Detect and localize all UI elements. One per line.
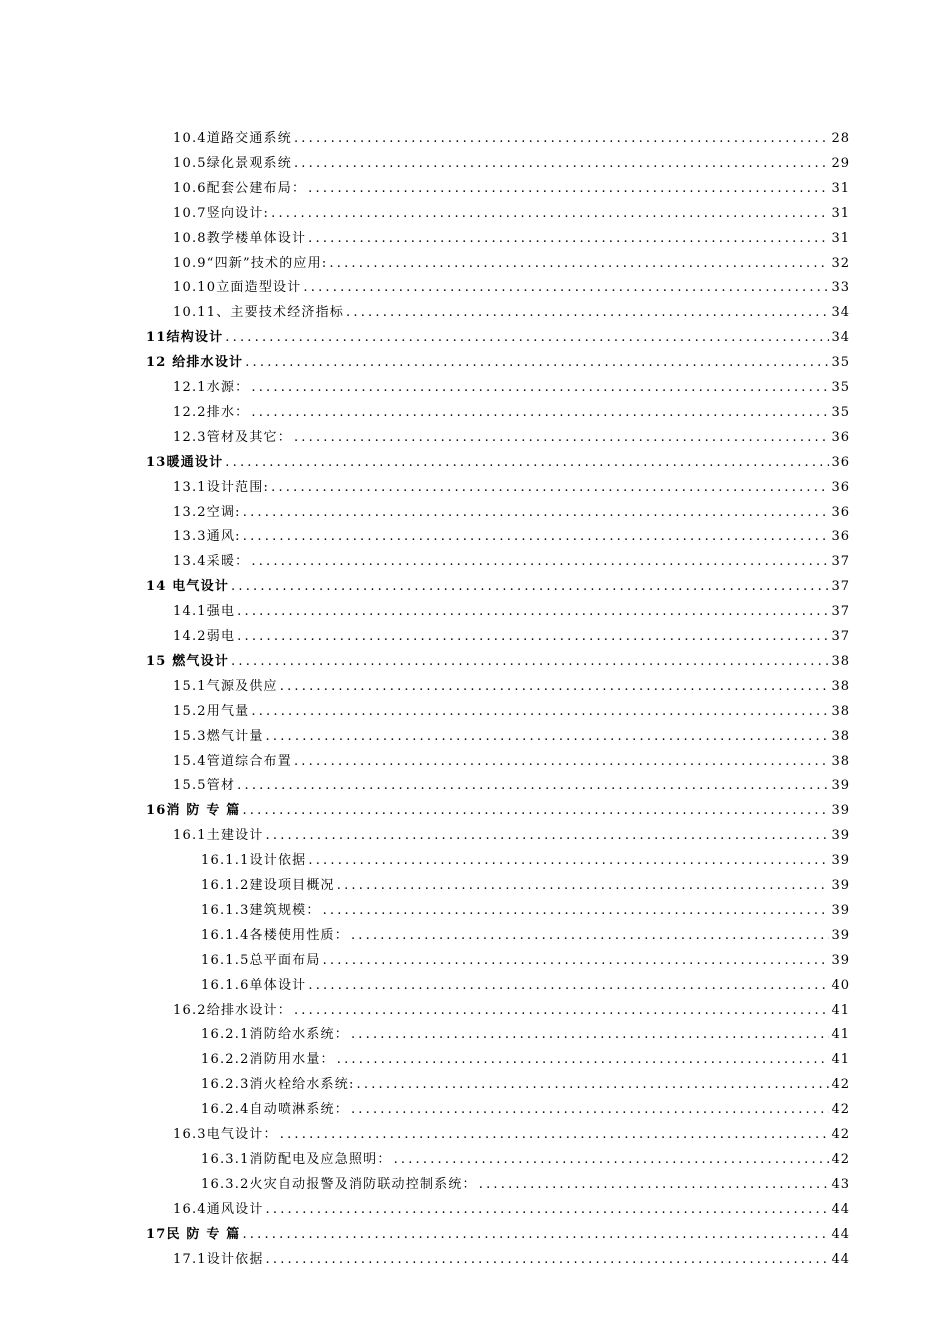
toc-entry[interactable] [173,401,850,425]
toc-leader-dots [231,575,829,599]
toc-page-number: 44 [831,1226,850,1242]
toc-page-number: 38 [831,703,850,719]
toc-page-number: 38 [831,678,850,694]
toc-page-number: 42 [831,1077,850,1093]
toc-page-number: 36 [831,529,850,545]
toc-entry-title: 16.1土建设计 [173,828,264,844]
toc-entry-title: 15.4管道综合布置 [173,753,292,769]
toc-page-number: 31 [831,180,850,196]
toc-entry-title: 15.5管材 [173,778,236,794]
toc-entry-title: 17民 防 专 篇 [146,1226,241,1242]
toc-page-number: 37 [831,579,850,595]
toc-page-number: 37 [831,604,850,620]
toc-leader-dots [242,799,829,823]
toc-leader-dots [303,276,829,300]
toc-entry[interactable] [173,600,850,624]
toc-entry-title: 10.8教学楼单体设计 [173,230,307,246]
toc-leader-dots [243,525,830,549]
toc-entry-title: 16.1.1设计依据 [201,853,307,869]
toc-entry[interactable] [173,426,850,450]
toc-entry-title: 10.11、主要技术经济指标 [173,305,345,321]
toc-entry-title: 12.1水源： [173,380,250,395]
toc-entry[interactable] [146,326,850,350]
toc-entry-title: 13.1设计范围: [173,479,270,495]
toc-entry-title: 13.4采暖： [173,554,250,570]
toc-entry[interactable] [173,177,850,201]
toc-leader-dots [266,725,830,749]
toc-leader-dots [231,650,829,674]
toc-leader-dots [243,501,830,525]
toc-page-number: 36 [831,454,850,470]
toc-page-number: 36 [831,504,850,520]
toc-page-number: 42 [831,1102,850,1118]
toc-leader-dots [346,301,829,325]
toc-entry-title: 13.2空调: [173,504,241,520]
toc-page-number: 39 [831,927,850,943]
toc-entry[interactable] [173,227,850,251]
toc-entry[interactable] [173,725,850,749]
toc-entry-title: 15.3燃气计量 [173,728,264,744]
toc-entry[interactable] [173,750,850,774]
toc-entry[interactable] [173,476,850,500]
toc-leader-dots [237,774,829,798]
toc-leader-dots [329,252,829,276]
toc-entry-title: 10.4道路交通系统 [173,131,292,146]
toc-entry-title: 10.10立面造型设计 [173,280,302,296]
toc-page-number: 38 [831,753,850,769]
toc-leader-dots [308,974,829,998]
toc-entry-title: 16.1.2建设项目概况 [201,878,335,893]
toc-entry-title: 12.3管材及其它： [173,429,292,445]
toc-entry[interactable] [173,501,850,525]
toc-leader-dots [351,924,830,948]
toc-entry-title: 10.6配套公建布局： [173,180,307,196]
toc-page-number: 31 [831,205,850,221]
toc-leader-dots [357,1073,830,1097]
toc-entry-title: 14.2弱电 [173,629,236,644]
toc-entry-title: 10.7竖向设计: [173,205,270,221]
toc-leader-dots [271,202,829,226]
toc-entry-title: 16.1.6单体设计 [201,977,307,993]
toc-entry-title: 11结构设计 [146,330,224,346]
toc-page-number: 37 [831,554,850,570]
toc-entry[interactable] [146,650,850,674]
toc-entry[interactable] [146,799,850,823]
toc-leader-dots [294,127,830,151]
toc-entry[interactable] [173,525,850,549]
toc-entry[interactable] [173,550,850,574]
toc-entry-title: 15.1气源及供应 [173,678,278,694]
toc-entry-title: 16.3.1消防配电及应急照明： [201,1151,392,1167]
toc-page-number: 39 [831,878,850,893]
toc-leader-dots [337,874,830,898]
toc-entry[interactable] [173,301,850,325]
toc-entry-title: 16.3.2火灾自动报警及消防联动控制系统： [201,1176,477,1192]
toc-entry-title: 16.2.2消防用水量： [201,1052,335,1068]
toc-page-number: 39 [831,902,850,918]
toc-leader-dots [280,1123,830,1147]
toc-page-number: 35 [831,355,850,371]
toc-page-number: 37 [831,629,850,644]
toc-entry-title: 14.1强电 [173,604,236,620]
toc-entry-title: 13.3通风: [173,529,241,545]
toc-leader-dots [242,1223,829,1247]
toc-entry[interactable] [201,1173,850,1197]
toc-page-number: 39 [831,778,850,794]
toc-page-number: 31 [831,230,850,246]
toc-entry[interactable] [146,575,850,599]
toc-leader-dots [294,999,830,1023]
toc-entry[interactable] [173,152,850,176]
toc-entry-title: 16.2给排水设计： [173,1002,292,1018]
toc-entry[interactable] [201,1098,850,1122]
toc-leader-dots [266,1248,830,1272]
toc-entry[interactable] [146,1223,850,1247]
toc-entry[interactable] [146,351,850,375]
toc-page-number: 34 [831,330,850,346]
toc-page-number: 39 [831,803,850,819]
toc-entry-title: 17.1设计依据 [173,1251,264,1267]
toc-page-number: 44 [831,1251,850,1267]
toc-leader-dots [266,1198,830,1222]
toc-leader-dots [280,675,830,699]
toc-leader-dots [245,351,829,375]
toc-entry[interactable] [201,1148,850,1172]
toc-leader-dots [308,177,829,201]
toc-leader-dots [323,899,830,923]
toc-entry-title: 16.1.4各楼使用性质： [201,927,349,943]
toc-page-number: 35 [831,404,850,420]
toc-entry[interactable] [201,1023,850,1047]
toc-entry[interactable] [173,774,850,798]
toc-leader-dots [251,550,829,574]
toc-entry-title: 16.1.3建筑规模： [201,902,321,918]
toc-entry-title: 16.2.4自动喷淋系统： [201,1102,349,1118]
toc-page-number: 34 [831,305,850,321]
toc-page-number: 36 [831,479,850,495]
toc-entry[interactable] [173,824,850,848]
toc-entry[interactable] [173,1123,850,1147]
toc-leader-dots [351,1023,830,1047]
toc-page-number: 38 [831,653,850,669]
toc-entry[interactable] [201,1073,850,1097]
toc-entry-title: 12 给排水设计 [146,355,244,371]
toc-page-number: 41 [831,1052,850,1068]
toc-entry[interactable] [173,1198,850,1222]
toc-page-number: 39 [831,853,850,869]
toc-leader-dots [237,600,829,624]
toc-entry[interactable] [173,700,850,724]
toc-entry[interactable] [146,451,850,475]
toc-entry[interactable] [173,252,850,276]
toc-entry[interactable] [173,127,850,151]
toc-leader-dots [237,625,829,649]
toc-entry[interactable] [173,376,850,400]
toc-entry-title: 16.2.1消防给水系统： [201,1027,349,1043]
toc-entry-title: 13暖通设计 [146,454,224,470]
toc-entry-title: 15 燃气设计 [146,653,230,669]
toc-entry-title: 10.9“四新”技术的应用: [173,255,328,271]
toc-leader-dots [308,849,829,873]
toc-leader-dots [294,152,830,176]
toc-leader-dots [323,949,830,973]
toc-leader-dots [225,451,829,475]
toc-page-number: 40 [831,977,850,993]
toc-entry-title: 12.2排水： [173,404,250,420]
toc-page-number: 33 [831,280,850,296]
toc-leader-dots [251,401,829,425]
toc-page-number: 44 [831,1201,850,1217]
toc-page-number: 36 [831,429,850,445]
toc-entry-title: 15.2用气量 [173,703,250,719]
toc-leader-dots [251,700,829,724]
toc-page-number: 32 [831,255,850,271]
toc-entry[interactable] [201,899,850,923]
toc-leader-dots [251,376,829,400]
toc-entry[interactable] [201,874,850,898]
toc-leader-dots [308,227,829,251]
toc-entry[interactable] [173,1248,850,1272]
toc-page-number: 41 [831,1027,850,1043]
toc-page-number: 39 [831,952,850,968]
toc-page-number: 39 [831,828,850,844]
toc-entry-title: 14 电气设计 [146,579,230,595]
toc-entry[interactable] [173,675,850,699]
toc-entry[interactable] [201,1048,850,1072]
toc-page-number: 42 [831,1127,850,1142]
toc-entry[interactable] [201,849,850,873]
toc-entry[interactable] [173,202,850,226]
toc-entry[interactable] [201,924,850,948]
toc-entry-title: 10.5绿化景观系统 [173,155,292,171]
toc-page-number: 38 [831,728,850,744]
toc-leader-dots [225,326,829,350]
toc-leader-dots [271,476,829,500]
toc-entry-title: 16消 防 专 篇 [146,803,241,819]
toc-entry-title: 16.1.5总平面布局 [201,952,321,968]
toc-entry[interactable] [201,974,850,998]
toc-leader-dots [266,824,830,848]
toc-leader-dots [479,1173,830,1197]
toc-entry-title: 16.3电气设计： [173,1127,278,1142]
toc-page-number: 41 [831,1002,850,1018]
toc-leader-dots [351,1098,830,1122]
toc-page-number: 43 [831,1176,850,1192]
toc-leader-dots [337,1048,830,1072]
toc-entry[interactable] [201,949,850,973]
toc-entry[interactable] [173,625,850,649]
toc-entry[interactable] [173,999,850,1023]
toc-entry-title: 16.4通风设计 [173,1201,264,1217]
toc-page-number: 35 [831,380,850,395]
toc-entry-title: 16.2.3消火栓给水系统: [201,1077,355,1093]
toc-page-number: 28 [831,131,850,146]
toc-leader-dots [294,426,830,450]
toc-page-number: 42 [831,1151,850,1167]
toc-leader-dots [394,1148,830,1172]
toc-entry[interactable] [173,276,850,300]
toc-page-number: 29 [831,155,850,171]
toc-leader-dots [294,750,830,774]
